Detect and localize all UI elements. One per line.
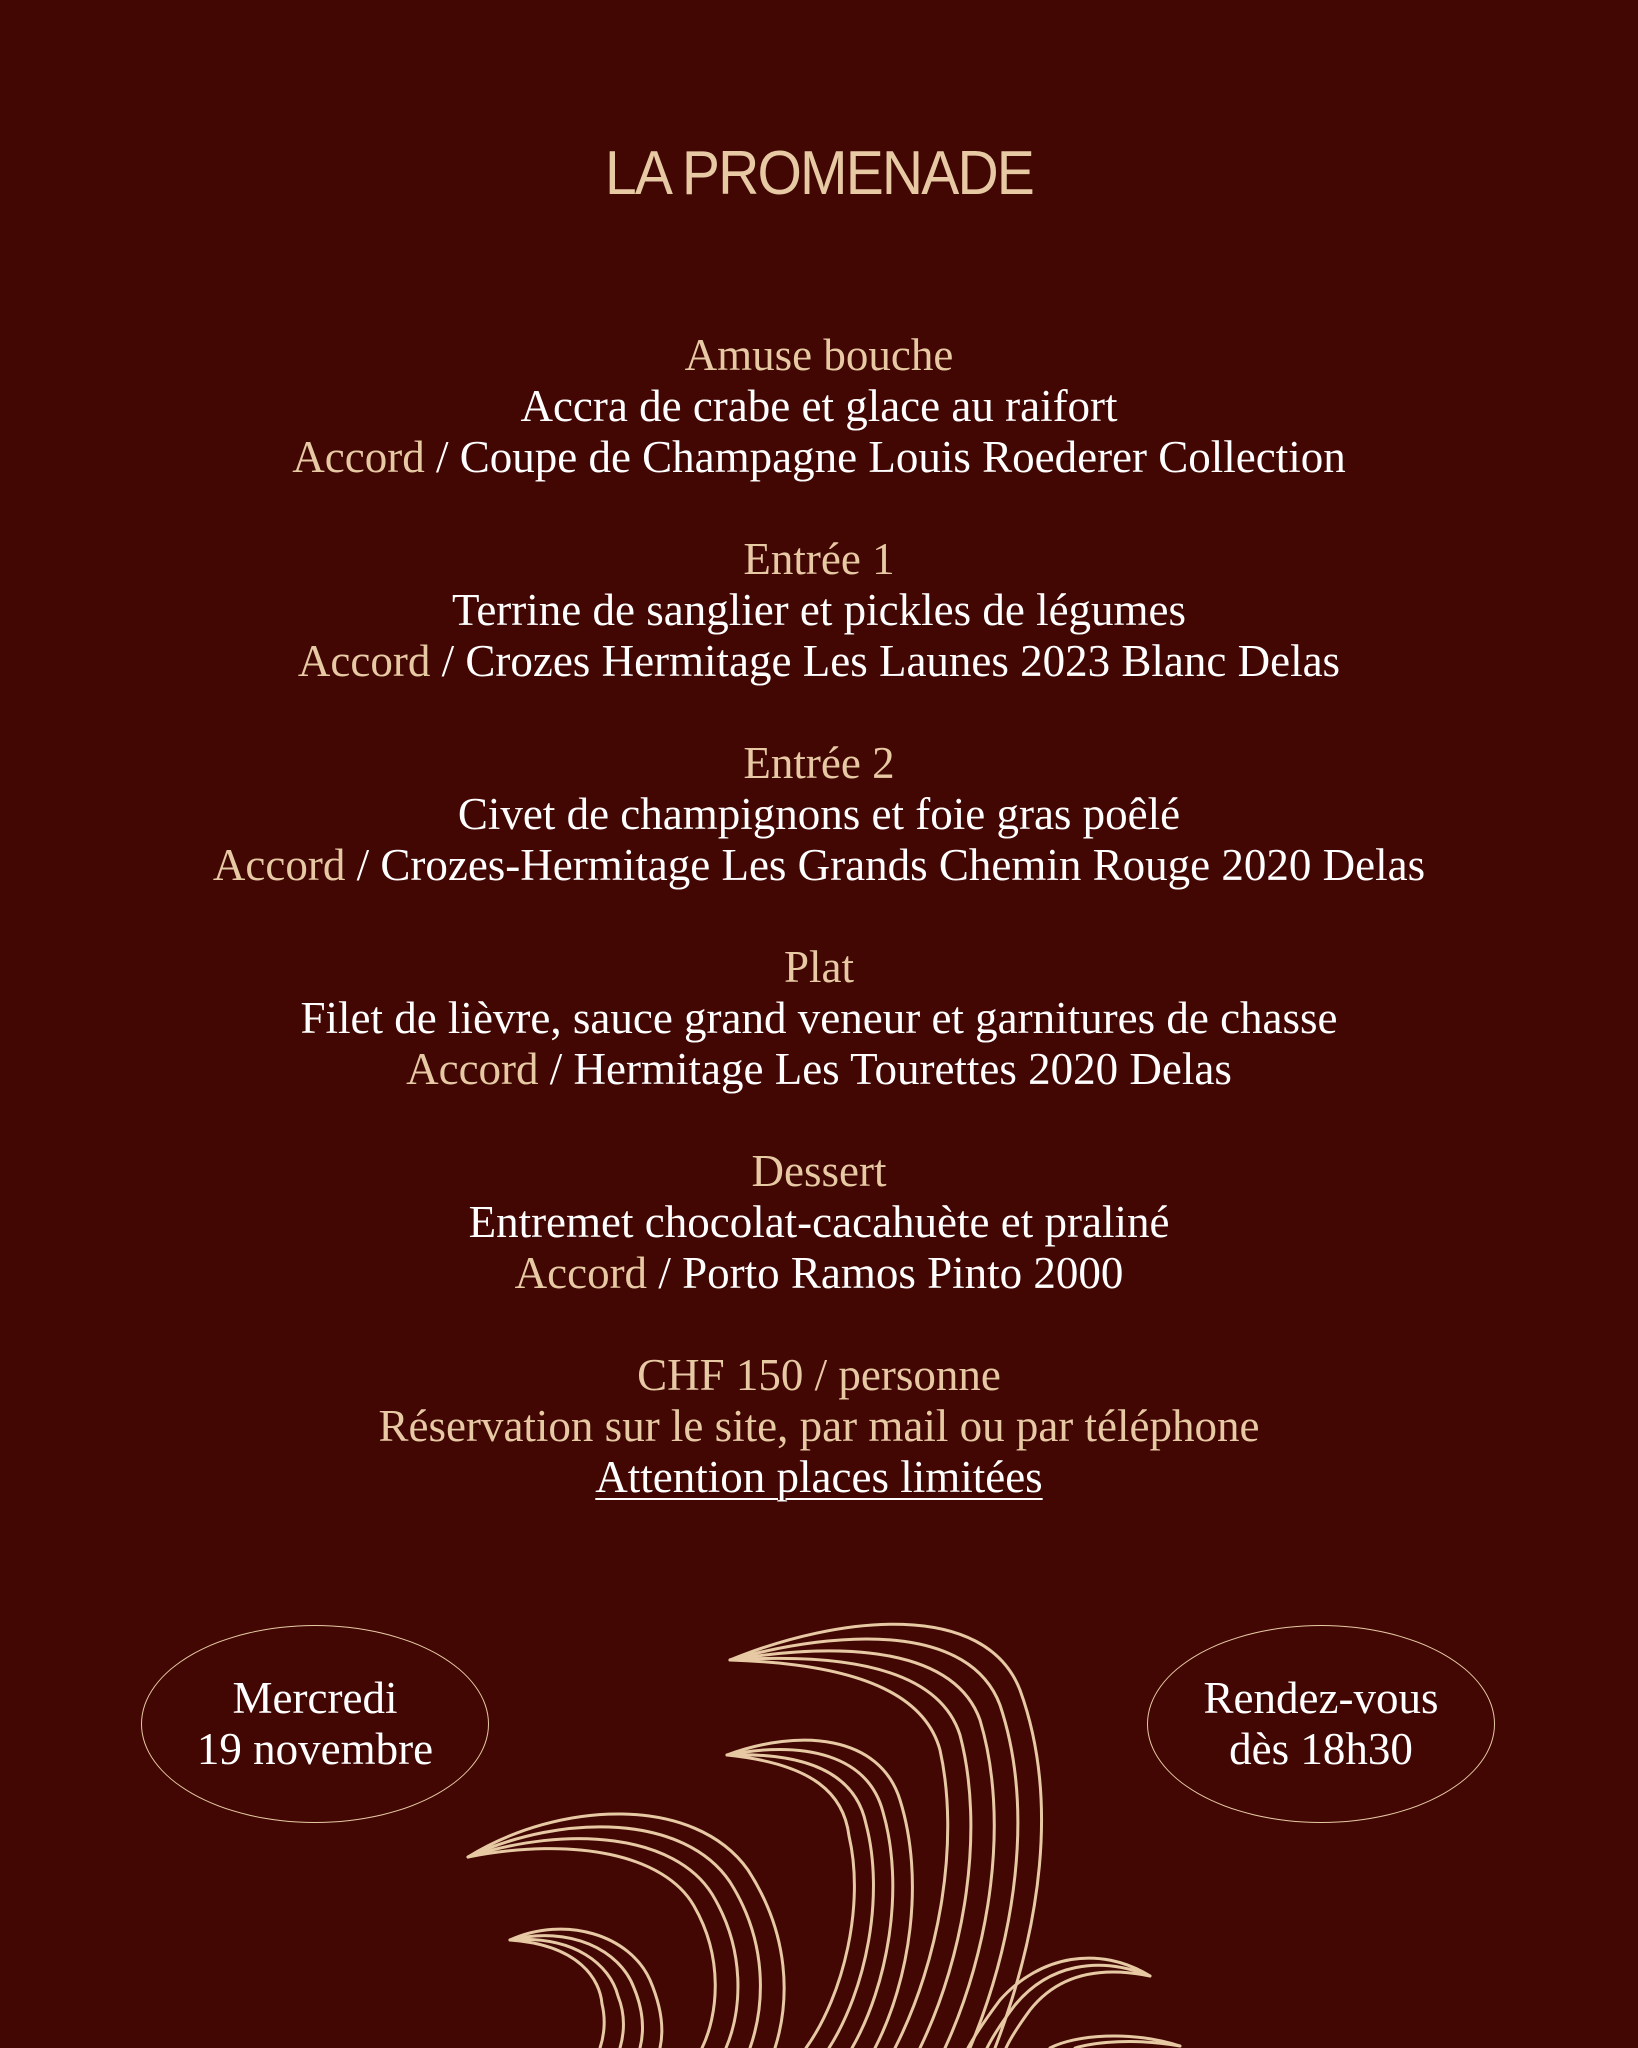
pairing-label: Accord bbox=[297, 636, 431, 686]
course-pairing bbox=[0, 1044, 1638, 1095]
booking-info bbox=[0, 1350, 1638, 1503]
course-pairing bbox=[0, 636, 1638, 687]
course-dish: Civet de champignons et foie gras poêlé bbox=[457, 789, 1181, 839]
course-pairing bbox=[0, 840, 1638, 891]
date-day: 19 novembre bbox=[196, 1724, 434, 1774]
pairing-wine: / Porto Ramos Pinto 2000 bbox=[647, 1248, 1124, 1298]
course-title: Amuse bouche bbox=[684, 330, 954, 380]
course-amuse-bouche bbox=[0, 330, 1638, 483]
pairing-label: Accord bbox=[292, 432, 425, 482]
pairing-label: Accord bbox=[212, 840, 346, 890]
time-badge bbox=[1147, 1625, 1495, 1823]
pairing-wine: / Coupe de Champagne Louis Roederer Collection bbox=[424, 432, 1346, 482]
course-pairing bbox=[0, 432, 1638, 483]
pairing-wine: / Crozes-Hermitage Les Grands Chemin Rouge 2020 Delas bbox=[345, 840, 1426, 890]
course-title: Plat bbox=[783, 942, 854, 992]
reservation-text: Réservation sur le site, par mail ou par téléphone bbox=[378, 1401, 1260, 1451]
course-entree-1 bbox=[0, 534, 1638, 687]
course-dish: Terrine de sanglier et pickles de légumes bbox=[451, 585, 1187, 635]
date-weekday: Mercredi bbox=[232, 1673, 398, 1723]
course-title: Dessert bbox=[751, 1146, 887, 1196]
course-dish: Accra de crabe et glace au raifort bbox=[520, 381, 1118, 431]
menu-list bbox=[0, 330, 1638, 1503]
time-value: dès 18h30 bbox=[1229, 1724, 1413, 1774]
course-pairing bbox=[0, 1248, 1638, 1299]
course-dessert bbox=[0, 1146, 1638, 1299]
price-text: CHF 150 / personne bbox=[637, 1350, 1001, 1400]
course-entree-2 bbox=[0, 738, 1638, 891]
pairing-label: Accord bbox=[514, 1248, 648, 1298]
pairing-wine: / Crozes Hermitage Les Launes 2023 Blanc Delas bbox=[430, 636, 1341, 686]
limited-seats-notice: Attention places limitées bbox=[595, 1452, 1043, 1502]
course-plat bbox=[0, 942, 1638, 1095]
pairing-label: Accord bbox=[406, 1044, 539, 1094]
date-badge bbox=[141, 1625, 489, 1823]
course-dish: Filet de lièvre, sauce grand veneur et garnitures de chasse bbox=[300, 993, 1338, 1043]
course-title: Entrée 1 bbox=[743, 534, 895, 584]
pairing-wine: / Hermitage Les Tourettes 2020 Delas bbox=[538, 1044, 1232, 1094]
time-label: Rendez-vous bbox=[1203, 1673, 1439, 1723]
course-dish: Entremet chocolat-cacahuète et praliné bbox=[468, 1197, 1170, 1247]
course-title: Entrée 2 bbox=[743, 738, 895, 788]
brand-logo: LA PROMENADE bbox=[604, 139, 1034, 208]
